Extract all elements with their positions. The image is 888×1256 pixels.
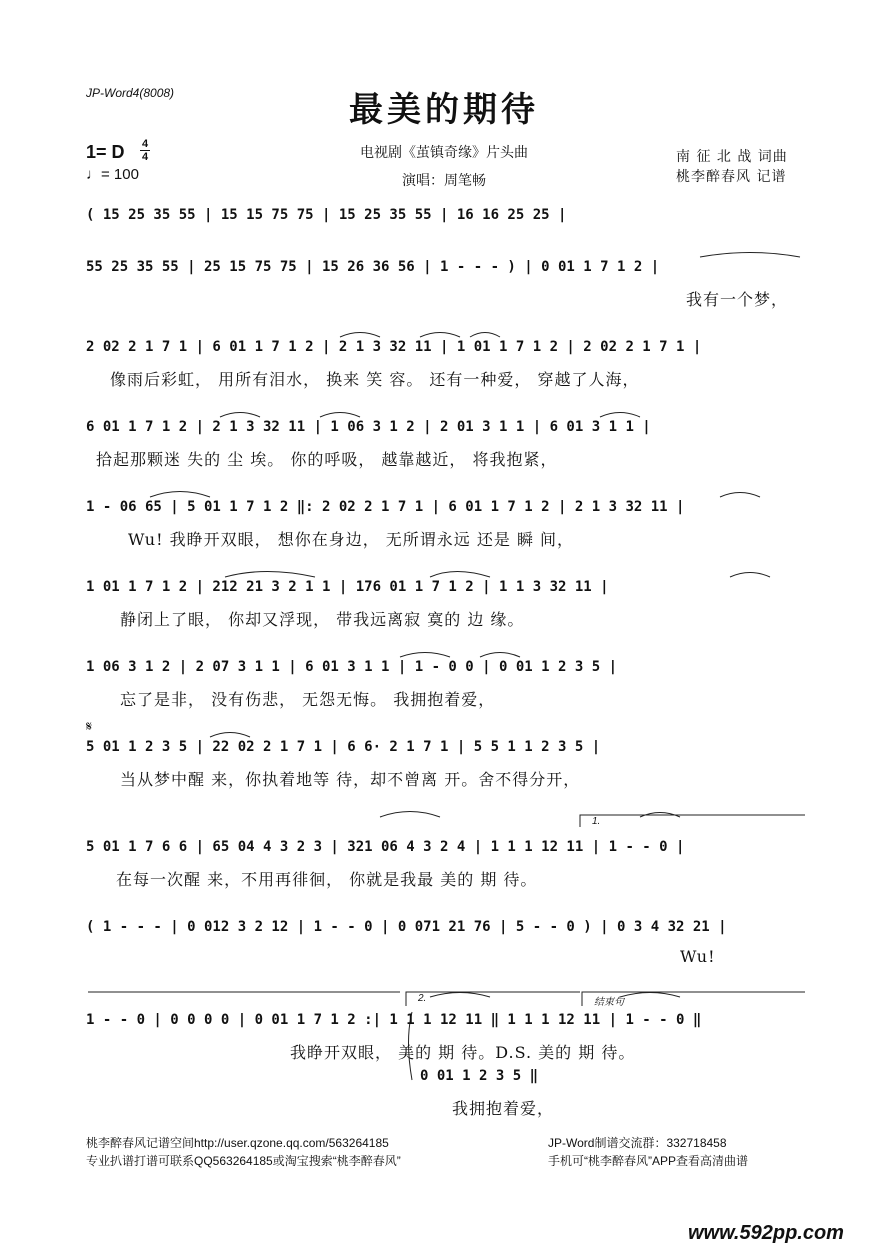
slur-arc	[220, 413, 260, 418]
slur-arc	[150, 492, 210, 498]
slur-arc	[620, 993, 680, 998]
slur-arc	[430, 572, 490, 578]
coda-marker: 结束句	[594, 997, 624, 1008]
slur-arc	[600, 413, 640, 418]
staff-row-lyrics: 我有一个梦，	[686, 290, 789, 309]
footer-contact: 专业扒谱打谱可联系QQ563264185或淘宝搜索“桃李醉春风”	[86, 1154, 401, 1168]
staff-row-lyrics: 当从梦中醒 来，你执着地等 待，却不曾离 开。舍不得分开，	[120, 770, 581, 789]
time-signature-bottom: 4	[141, 151, 149, 163]
staff-row-lyrics: 静闭上了眼， 你却又浮现， 带我远离寂 寞的 边 缘。	[120, 610, 525, 629]
software-label: JP-Word4(8008)	[86, 86, 175, 100]
footer-qzone-link[interactable]: 桃李醉春风记谱空间http://user.qzone.qq.com/563264185	[86, 1136, 389, 1150]
tempo-marking: ♩= 100	[86, 166, 139, 183]
slur-arc	[380, 812, 440, 818]
staff-row-notes: 1 01 1 7 1 2 | 212 21 3 2 1 1 | 176 01 1 7 1 2 | 1 1 3 32 11 |	[86, 579, 609, 595]
ending2-bracket	[406, 992, 580, 1006]
staff-row-notes: 55 25 35 55 | 25 15 75 75 | 15 26 36 56 | 1 - - - ) | 0 01 1 7 1 2 |	[86, 259, 660, 275]
staff-row-notes: 6 01 1 7 1 2 | 2 1 3 32 11 | 1 06 3 1 2 | 2 01 3 1 1 | 6 01 3 1 1 |	[86, 419, 651, 435]
staff-row-notes: 1 - 06 65 | 5 01 1 7 1 2 ‖: 2 02 2 1 7 1 | 6 01 1 7 1 2 | 2 1 3 32 11 |	[86, 499, 685, 515]
slur-arc	[470, 333, 500, 338]
ending1-bracket	[580, 815, 805, 827]
staff-row-lyrics: 我拥抱着爱，	[452, 1099, 555, 1118]
slur-arc	[420, 333, 460, 338]
slur-arc	[320, 413, 360, 418]
staff-row-lyrics: 拾起那颗迷 失的 尘 埃。 你的呼吸， 越靠越近， 将我抱紧，	[96, 450, 558, 469]
footer-group: JP-Word制谱交流群：332718458	[548, 1136, 727, 1150]
singer-credit: 演唱：周笔畅	[402, 173, 486, 189]
staff-row-lyrics: 我睁开双眼， 美的 期 待。D.S. 美的 期 待。	[290, 1043, 636, 1062]
ending1-marker: 1.	[592, 816, 601, 827]
slur-arc	[720, 493, 760, 498]
staff-row-notes: ( 1 - - - | 0 012 3 2 12 | 1 - - 0 | 0 071 21 76 | 5 - - 0 ) | 0 3 4 32 21 |	[86, 919, 727, 935]
staff-row-notes: 1 06 3 1 2 | 2 07 3 1 1 | 6 01 3 1 1 | 1 - 0 0 | 0 01 1 2 3 5 |	[86, 659, 618, 675]
slur-arc	[210, 733, 250, 738]
staff-row-notes: 1 - - 0 | 0 0 0 0 | 0 01 1 7 1 2 :| 1 1 1 12 11 ‖ 1 1 1 12 11 | 1 - - 0 ‖	[86, 1012, 702, 1028]
transcriber-credit: 桃李醉春风 记谱	[676, 169, 787, 185]
slur-arc	[700, 253, 800, 258]
lyricist-credit: 南 征 北 战 词曲	[676, 149, 788, 165]
ending2-marker: 2.	[418, 993, 427, 1004]
segno-icon: 𝄋	[86, 718, 93, 734]
footer-app: 手机可“桃李醉春风”APP查看高清曲谱	[548, 1154, 749, 1168]
time-signature-top: 4	[141, 138, 149, 150]
staff-row-lyrics: 在每一次醒 来，不用再徘徊， 你就是我最 美的 期 待。	[116, 870, 538, 889]
staff-row-lyrics: Wu!	[680, 947, 716, 966]
staff-row-lyrics: 像雨后彩虹， 用所有泪水， 换来 笑 容。 还有一种爱， 穿越了人海，	[110, 370, 640, 389]
slur-arc	[480, 653, 520, 658]
staff-row-notes: 5 01 1 7 6 6 | 65 04 4 3 2 3 | 321 06 4 3 2 4 | 1 1 1 12 11 | 1 - - 0 |	[86, 839, 685, 855]
subtitle: 电视剧《茧镇奇缘》片头曲	[360, 145, 528, 161]
slur-arc	[400, 653, 450, 658]
key-signature: 1= D	[86, 142, 125, 162]
slur-arc	[340, 333, 380, 338]
slur-arc	[430, 993, 490, 998]
slur-arc	[730, 573, 770, 578]
staff-row-notes: ( 15 25 35 55 | 15 15 75 75 | 15 25 35 55 | 16 16 25 25 |	[86, 207, 567, 223]
staff-row-lyrics: Wu! 我睁开双眼， 想你在身边， 无所谓永远 还是 瞬 间，	[128, 530, 575, 549]
staff-row-notes: 2 02 2 1 7 1 | 6 01 1 7 1 2 | 2 1 3 32 11 | 1 01 1 7 1 2 | 2 02 2 1 7 1 |	[86, 339, 702, 355]
staff-row-lyrics: 忘了是非， 没有伤悲， 无怨无悔。 我拥抱着爱，	[120, 690, 496, 709]
staff-row-notes: 0 01 1 2 3 5 ‖	[420, 1068, 539, 1084]
watermark: www.592pp.com	[688, 1222, 844, 1244]
staff-row-notes: 5 01 1 2 3 5 | 22 02 2 1 7 1 | 6 6· 2 1 7 1 | 5 5 1 1 2 3 5 |	[86, 739, 601, 755]
slur-arc	[225, 572, 315, 578]
song-title: 最美的期待	[349, 90, 539, 130]
